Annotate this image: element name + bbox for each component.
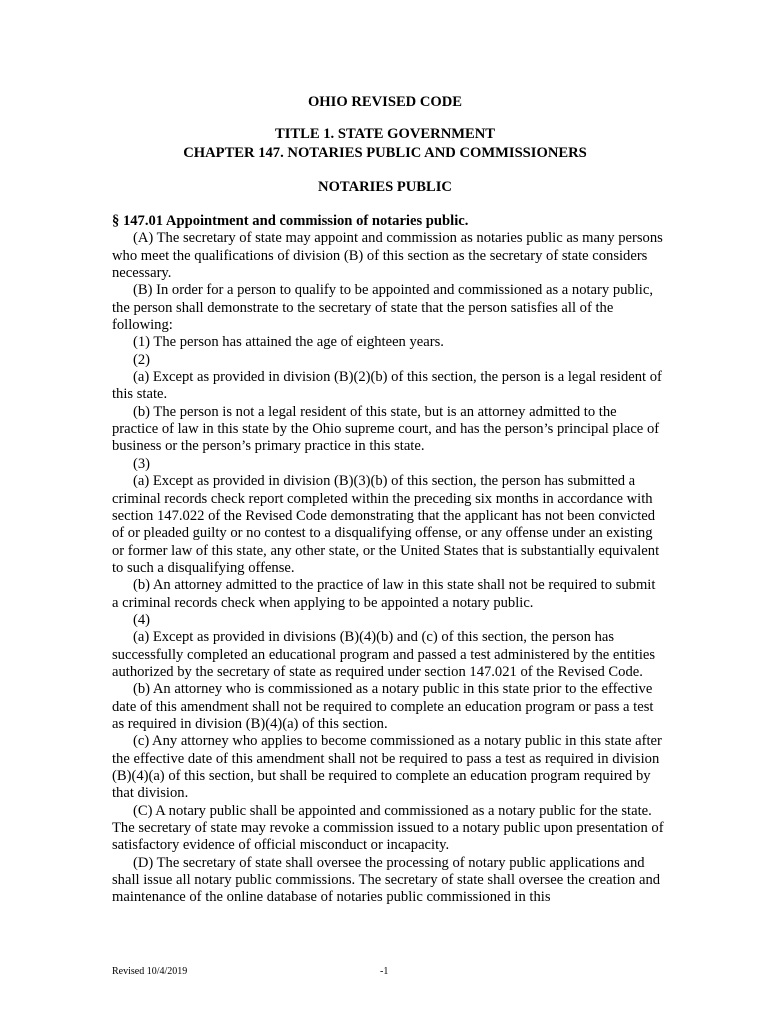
paragraph-b3a: (a) Except as provided in division (B)(3)(b) of this section, the person has submitted a criminal records check report completed within the preceding six months in accordance with section 147.022 of the Revised Code demonstrating that the applicant has not been convicted of or pleaded guilty or no contest to a disqualifying offense, or any offense under an existing or former law of this state, any other state, or the United States that is substantially equivalent to such a disqualifying offense.: [112, 473, 660, 576]
section-body: [112, 213, 664, 907]
chapter-heading: CHAPTER 147. NOTARIES PUBLIC AND COMMISSIONERS: [183, 145, 587, 161]
paragraph-a: (A) The secretary of state may appoint and commission as notaries public as many persons who meet the qualifications of division (B) of this section as the secretary of state considers necessary.: [112, 230, 663, 282]
page-number: -1: [380, 966, 389, 977]
title-heading: TITLE 1. STATE GOVERNMENT: [274, 126, 496, 142]
paragraph-b: (B) In order for a person to qualify to be appointed and commissioned as a notary public, the person shall demonstrate to the secretary of state that the person satisfies all of the following:: [112, 282, 653, 334]
paragraph-b4a: (a) Except as provided in divisions (B)(4)(b) and (c) of this section, the person has successfully completed an educational program and passed a test administered by the entities authorized by the secretary of state as required under section 147.021 of the Revised Code.: [112, 629, 656, 680]
paragraph-b4c: (c) Any attorney who applies to become commissioned as a notary public in this state after the effective date of this amendment shall not be required to pass a test as required in division (B)(4)(a) of this section, but shall be required to complete an education program required by that division.: [112, 733, 662, 802]
paragraph-b3: (3): [133, 455, 151, 472]
paragraph-b3b: (b) An attorney admitted to the practice of law in this state shall not be required to submit a criminal records check when applying to be appointed a notary public.: [112, 577, 656, 611]
revision-date: Revised 10/4/2019: [112, 966, 188, 977]
paragraph-b2b: (b) The person is not a legal resident of this state, but is an attorney admitted to the practice of law in this state by the Ohio supreme court, and has the person’s principal place of business or the person’s primary practice in this state.: [112, 403, 660, 455]
paragraph-c: (C) A notary public shall be appointed and commissioned as a notary public for the state. The secretary of state may revoke a commission issued to a notary public upon presentation of satisfactory evidence of official misconduct or incapacity.: [112, 802, 664, 854]
code-title: OHIO REVISED CODE: [307, 94, 463, 110]
subject-heading: NOTARIES PUBLIC: [318, 179, 452, 195]
paragraph-b1: (1) The person has attained the age of eighteen years.: [133, 334, 444, 351]
paragraph-b4: (4): [133, 611, 151, 628]
paragraph-b2a: (a) Except as provided in division (B)(2)(b) of this section, the person is a legal resident of this state.: [112, 369, 662, 403]
section-heading: § 147.01 Appointment and commission of notaries public.: [112, 213, 469, 229]
paragraph-b4b: (b) An attorney who is commissioned as a notary public in this state prior to the effective date of this amendment shall not be required to complete an education program or pass a test as required in division (B)(4)(a) of this section.: [112, 681, 654, 732]
paragraph-d: (D) The secretary of state shall oversee the processing of notary public applications and shall issue all notary public commissions. The secretary of state shall oversee the creation and maintenance of the online database of notaries public commissioned in this: [112, 854, 661, 906]
paragraph-b2: (2): [133, 351, 151, 368]
